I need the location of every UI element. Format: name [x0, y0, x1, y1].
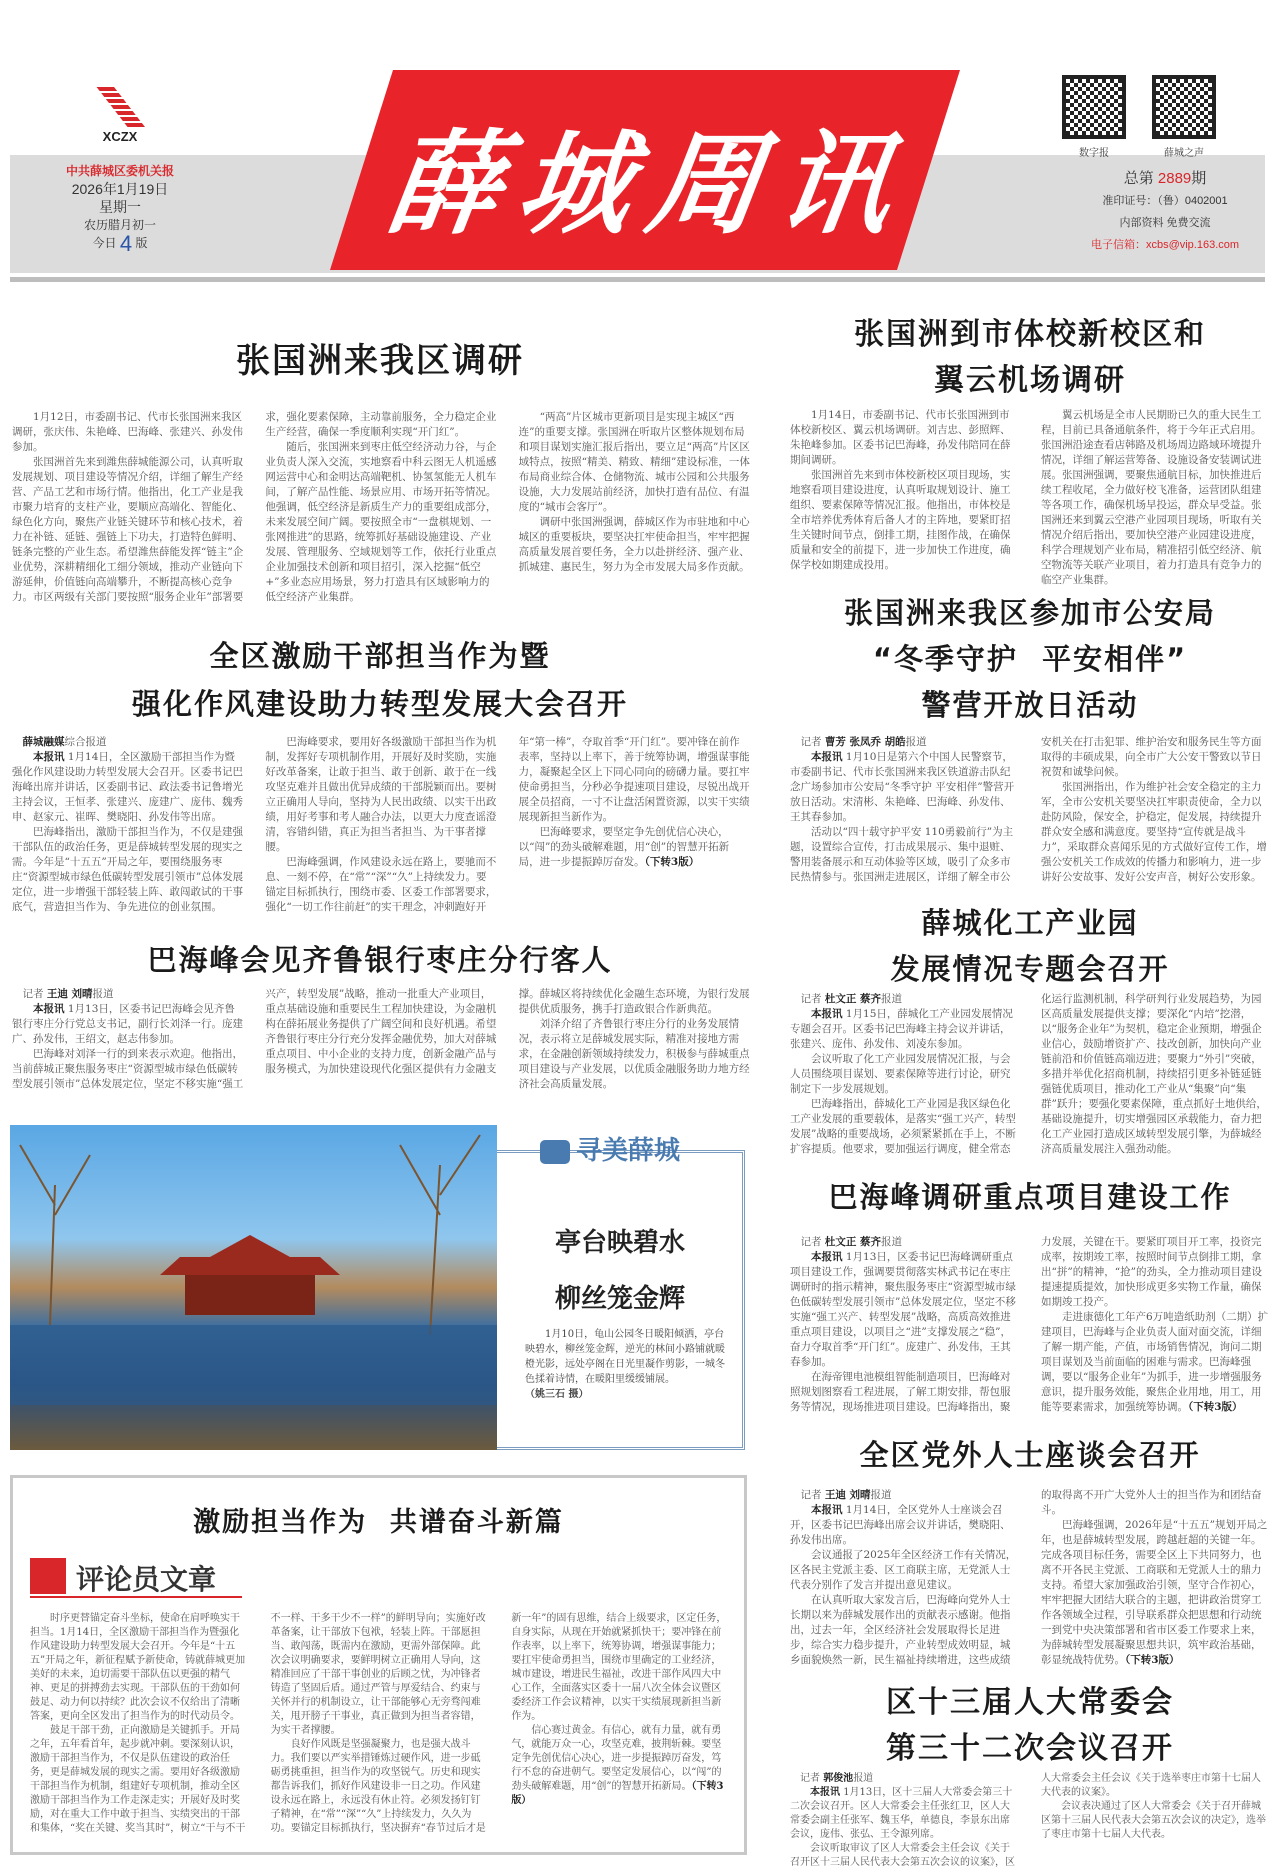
lead-text: 1月13日，区委书记巴海峰调研重点项目建设工作，强调要贯彻落实林武书记在枣庄调研时的指示精神，聚焦服务枣庄“资源型城市绿色低碳转型发展引领市”总体发展定位，坚定不移实施“强工兴产、转型发展”战略，高质高效推进重点项目建设，以项目之“进”支撑发展之“稳”，奋力夺取首季“开门红”。庞建广、孙发伟，王其春参加。 — [790, 1251, 1016, 1368]
byline-names: 杜文正 蔡齐 — [824, 993, 881, 1005]
paragraph: 翼云机场是全市人民期盼已久的重大民生工程，目前已具备通航条件，将于今年正式启用。张国洲沿途查看店韩路及机场周边路域环境提升情况，详细了解运营筹备、设施设备安装调试进展。张国洲强调，要聚焦通航目标，加快推进后续工程收尾，全力做好校飞准备，运营团队组建等各项工作，确保机场早投运，群众早受益。张国洲还来到翼云空港产业园项目现场，听取有关情况介绍后指出，要加快空港产业园建设进度，科学合理规划产业布局，精准招引低空经济、航空物流等关联产业项目，着力打造具有竞争力的临空产业集群。 — [1041, 409, 1262, 586]
tag-part: 薛城 — [628, 1136, 681, 1166]
lead-text: 1月14日，全区激励干部担当作为暨强化作风建设助力转型发展大会召开。区委书记巴海峰出席并讲话，区委副书记、政法委书记鲁增光主持会议，王恒孝、张建兴、庞建广、庞伟、魏秀申、赵家元、崔晖、樊晓阳、孙发伟等出席。 — [12, 751, 243, 823]
newspaper-logo — [85, 85, 155, 144]
article-body — [790, 1235, 1270, 1415]
photo-title-line: 柳丝笼金辉 — [554, 1284, 685, 1314]
article-headline[interactable]: 张国洲来我区调研 — [236, 341, 524, 381]
byline-pre: 记者 — [800, 993, 822, 1005]
byline-post: 报道 — [853, 1773, 874, 1784]
internal-notice: 内部资料 免费交流 — [1119, 217, 1211, 229]
paragraph: 刘泽介绍了齐鲁银行枣庄分行的业务发展情况，表示将立足薛城发展实际，精准对接地方需求，在金融创新领域持续发力，积极参与薛城重点项目建设与产业发展，以优质金融服务助力地方经济社会高质量发展。 — [518, 1018, 750, 1090]
newspaper-title: 薛城周讯 — [379, 119, 918, 250]
lead-label: 本报讯 — [811, 1251, 843, 1263]
tag-part: 寻美 — [576, 1136, 629, 1166]
headline-line: “冬季守护 平安相伴” — [872, 642, 1188, 676]
byline-post: 报道 — [881, 993, 902, 1005]
article-body — [12, 410, 750, 605]
paragraph-text: 信心赛过黄金。有信心，就有力量，就有勇气，就能万众一心，攻坚克难，披荆斩棘。要坚定争先创优信心决心，进一步提振踔厉奋发，笃行不怠的奋进朝气。要坚定发展信心，以“闯”的劲头破解难题，用“创”的智慧开拓新局。 — [511, 1725, 722, 1792]
masthead-rule — [10, 277, 1265, 282]
paragraph: 巴海峰要求，要用好各级激励干部担当作为机制，发挥好专项机制作用，开展好及时奖励，实施好改革备案，让敢于担当、敢于创新、敢于在一线攻坚克难并且做出优异成绩的干部脱颖而出。要树立正确用人导向，坚持为人民出政绩、以实干出政绩，用好考事和考人融合办法，以更大力度查谣澄清，容错纠错，真正为担当者担当、为干事者撑腰。 — [265, 736, 497, 853]
article-headline[interactable] — [790, 1680, 1270, 1772]
byline-post: 报道 — [905, 736, 927, 748]
continued-link[interactable]: （下转3版） — [511, 1781, 724, 1806]
paragraph: 在认真听取大家发言后，巴海峰向党外人士长期以来为薛城发展作出的贡献表示感谢。他指出，过去一年，全区经济社会发展取得长足进步，综合实力稳步提升，产业转型成效明显，城乡面貌焕然一新，民生福祉持续增进，这些成绩的取得离不开广大党外人士的担当作为和团结奋斗。 — [790, 1489, 1262, 1666]
photo-scene — [10, 1125, 497, 1450]
lead-text: 1月13日，区委书记巴海峰会见齐鲁银行枣庄分行党总支书记，副行长刘泽一行。庞建广、孙发伟，王绍文，赵志伟参加。 — [12, 1003, 243, 1045]
commentary-headline[interactable]: 激励担当作为 共谱奋斗新篇 — [193, 1507, 564, 1538]
commentary-body — [30, 1612, 730, 1847]
commentary-tag — [30, 1558, 242, 1598]
today-label: 今日 — [92, 236, 117, 250]
paragraph: 张国洲指出，作为维护社会安全稳定的主力军，全市公安机关要坚决扛牢职责使命，全力以赴防风险，保安全，护稳定，促发展，持续提升群众安全感和满意度。要坚持“宣传就是战斗力”，采取群众喜闻乐见的方式做好宣传工作，增强公安机关工作成效的传播力和影响力，进一步讲好公安故事、发好公安声音，树好公安形象。 — [1041, 781, 1267, 883]
continued-link[interactable]: （下转3版） — [1188, 1401, 1243, 1413]
paragraph — [12, 1002, 243, 1047]
camera-icon — [540, 1140, 570, 1164]
pavilion-top — [210, 1235, 290, 1257]
paragraph — [12, 750, 243, 825]
paragraph — [1041, 1310, 1270, 1415]
photo-caption — [525, 1327, 730, 1402]
page-count — [30, 230, 210, 256]
headline-line: 区十三届人大常委会 — [886, 1685, 1174, 1720]
headline-line: 第三十二次会议召开 — [886, 1731, 1174, 1766]
permit-number: 准印证号：（鲁）0402001 — [1102, 195, 1228, 207]
paragraph — [790, 1503, 1019, 1548]
byline — [790, 1772, 1019, 1786]
headline-line: 张国洲到市体校新校区和 — [854, 317, 1206, 352]
byline-pre: 记者 — [800, 1773, 820, 1784]
qr-code-voice-icon[interactable] — [1152, 75, 1216, 139]
byline-post: 综合报道 — [64, 736, 107, 748]
lake-water — [10, 1325, 497, 1405]
article-body — [790, 735, 1270, 885]
email-link[interactable]: 电子信箱：xcbs@vip.163.com — [1090, 239, 1240, 251]
paragraph-text: 巴海峰要求，要坚定争先创优信心决心，以“闯”的劲头破解难题，用“创”的智慧开拓新局，进一步提振踔厉奋发。 — [518, 826, 730, 868]
pen-nib-icon — [30, 1558, 66, 1594]
logo-mark-icon — [95, 85, 145, 127]
article-headline[interactable]: 巴海峰调研重点项目建设工作 — [828, 1180, 1232, 1214]
paragraph: 张国洲首先来到潍焦薛城能源公司，认真听取发展规划、项目建设等情况介绍，详细了解生产经营、产品工艺和市场行情。他指出，化工产业是我市聚力培育的支柱产业，要顺应高端化、智能化、绿色化方向，聚焦产业链关键环节和核心技术，着力在补链、延链、强链上下功夫，打造特色鲜明、链条完整的产业生态。希望潍焦薛能发挥“链主”企业优势，深耕精细化工细分领域，推动产业链向下游延伸，价值链向高端攀升，不断提高核心竞争力。市区两级有关部门要按照“服务企业年”部署要求，强化要素保障，主动靠前服务，全力稳定企业生产经营，确保一季度顺利实现“开门红”。 — [12, 411, 497, 603]
paragraph: 会议听取审议了区人大常委会主任会议《关于召开区十三届人民代表大会第五次会议的议案》，区人大常委会主任会议《关于选举枣庄市第十七届人大代表的议案》。 — [790, 1773, 1261, 1868]
article-body — [790, 992, 1270, 1157]
paragraph-text: 走进康德化工年产6万吨造纸助剂（二期）扩建项目，巴海峰与企业负责人面对面交流，详细了解一期产能，产值，市场销售情况，询问二期项目谋划及当前面临的困难与需求。巴海峰强调，要以“服务企业年”为抓手，进一步增强服务意识，提升服务效能，聚焦企业用地，用工，用能等要素需求，加强统筹协调。 — [1041, 1311, 1269, 1413]
issue-post: 期 — [1191, 170, 1207, 187]
page-label: 版 — [135, 236, 148, 250]
paragraph: 随后，张国洲来到枣庄低空经济动力谷，与企业负责人深入交流，实地察看中科云图无人机遥感网运营中心和金明达高端靶机、协氢氢能无人机车间，了解产品性能、场景应用、市场开拓等情况。他强调，低空经济是新质生产力的重要组成部分，未来发展空间广阔。要按照全市“一盘棋规划、一张网推进”的思路，统筹抓好基础设施建设、产业发展、管理服务、空域规划等工作，依托行业重点企业加强技术创新和项目招引，深入挖掘“低空+”多业态应用场景，努力打造具有区域影响力的低空经济产业集群。 — [265, 441, 497, 603]
byline — [12, 735, 243, 750]
lead-text: 1月15日，薛城化工产业园发展情况专题会召开。区委书记巴海峰主持会议并讲话，张建兴、庞伟、孙发伟、刘凌东参加。 — [790, 1008, 1013, 1050]
lunar-date: 农历腊月初一 — [83, 218, 156, 232]
paragraph — [790, 1786, 1019, 1842]
paragraph — [790, 1007, 1019, 1052]
continued-link[interactable]: （下转3版） — [1125, 1654, 1180, 1666]
lead-label: 本报讯 — [811, 751, 843, 763]
byline-post: 报道 — [881, 1236, 902, 1248]
article-headline[interactable] — [790, 900, 1270, 992]
byline-name: 薛城融媒 — [22, 736, 65, 748]
article-body — [790, 1772, 1270, 1870]
lead-text: 1月10日是第六个中国人民警察节，市委副书记、代市长张国洲来我区铁道游击队纪念广场参加市公安局“冬季守护 平安相伴”警营开放日活动。宋清彬、朱艳峰、巴海峰、孙发伟、王其春参加。 — [790, 751, 1015, 823]
byline-pre: 记者 — [800, 1489, 822, 1501]
paragraph — [519, 825, 750, 870]
paragraph — [511, 1724, 730, 1808]
paragraph — [790, 750, 1019, 825]
caption-text: 1月10日，龟山公园冬日暖阳倾洒，亭台映碧水，柳丝笼金辉，逆光的林间小路铺就暖橙光影，远处亭阁在日光里凝作剪影，一城冬色揉着诗情，在暖阳里缓缓铺展。 — [525, 1329, 725, 1385]
byline-names: 王迪 刘晴 — [824, 1489, 871, 1501]
byline-pre: 记者 — [22, 988, 44, 1000]
byline-post: 报道 — [92, 988, 114, 1000]
byline-pre: 记者 — [800, 736, 822, 748]
byline-names: 曹芳 张凤乔 胡皓 — [824, 736, 906, 748]
byline-names: 王迪 刘晴 — [46, 988, 93, 1000]
paragraph: 活动以“四十载守护平安 110勇毅前行”为主题，设置综合宣传，打击成果展示、集中退赃、警用装备展示和互动体验等区域，吸引了众多市民热情参与。张国洲走进展区，详细了解全市公安机关在打击犯罪、维护治安和服务民生等方面取得的丰硕成果，向全市广大公安干警致以节日祝贺和诚挚问候。 — [790, 736, 1262, 883]
commentary-tag-label: 评论员文章 — [76, 1563, 217, 1596]
photo-title-line: 亭台映碧水 — [554, 1228, 685, 1258]
paragraph: 会议通报了2025年全区经济工作有关情况，区各民主党派主委、区工商联主席，无党派人士代表分别作了发言并提出意见建议。 — [790, 1549, 1017, 1591]
byline — [790, 992, 1019, 1007]
byline-post: 报道 — [870, 1489, 892, 1501]
headline-line: 强化作风建设助力转型发展大会召开 — [131, 687, 628, 721]
paragraph: 巴海峰对刘泽一行的到来表示欢迎。他指出，当前薛城正聚焦服务枣庄“资源型城市绿色低碳转型发展引领市”总体发展定位，坚定不移实施“强工兴产，转型发展”战略，推动一批重大产业项目，重点基础设施和重要民生工程加快建设，为金融机构在薛拓展业务提供了广阔空间和良好机遇。希望齐鲁银行枣庄分行充分发挥金融优势，加大对薛城重点项目、中小企业的支持力度，创新金融产品与服务模式，为加快建设现代化强区提供有力金融支撑。薛城区将持续优化金融生态环境，为银行发展提供优质服务，携手打造政银合作新典范。 — [12, 988, 750, 1090]
article-body — [790, 1488, 1270, 1668]
byline-names: 郭俊池 — [823, 1773, 854, 1784]
byline — [790, 735, 1019, 750]
paragraph — [1041, 1518, 1270, 1668]
qr1-label: 数字报 — [1079, 148, 1109, 159]
headline-line: 警营开放日活动 — [921, 688, 1139, 722]
paragraph: 1月12日，市委副书记、代市长张国洲来我区调研，张庆伟、朱艳峰、巴海峰、张建兴、孙发伟参加。 — [12, 411, 243, 453]
headline-line: 翼云机场调研 — [934, 363, 1126, 398]
lead-label: 本报讯 — [33, 1003, 65, 1015]
qr2-label: 薛城之声 — [1164, 148, 1204, 159]
paragraph: 1月14日，市委副书记、代市长张国洲到市体校新校区、翼云机场调研。刘吉忠、彭照辉、朱艳峰参加。区委书记巴海峰，孙发伟陪同在薛期间调研。 — [790, 409, 1011, 466]
pavilion-body — [185, 1275, 315, 1315]
issue-date: 2026年1月19日 — [71, 181, 169, 197]
article-headline[interactable]: 全区党外人士座谈会召开 — [859, 1438, 1201, 1472]
article-headline[interactable] — [10, 632, 750, 728]
byline-names: 杜文正 蔡齐 — [824, 1236, 881, 1248]
article-body — [12, 735, 750, 915]
paragraph: 在海帝锂电池模组智能制造项目，巴海峰对照规划图察看工程进展，了解工期安排，帮包服务等情况，现场推进项目建设。巴海峰指出，聚力发展，关键在干。要紧盯项目开工率，投资完成率，按期竣工率，按照时间节点倒排工期，拿出“拼”的精神，“抢”的劲头，全力推动项目建设提速提质提效，加快形成更多实物工作量，确保如期竣工投产。 — [790, 1236, 1262, 1413]
article-body — [12, 987, 750, 1092]
lead-label: 本报讯 — [811, 1504, 843, 1516]
lead-label: 本报讯 — [810, 1787, 840, 1798]
paragraph: 巴海峰指出，薛城化工产业园是我区绿色化工产业发展的重要载体，是落实“强工兴产，转型发展”战略的重要战场，必须紧紧抓在手上，不断扩容提质。他要求，要加强运行调度，健全常态化运行监测机制，科学研判行业发展趋势，为园区高质量发展提供支撑；要深化“内培”挖潜，以“服务企业年”为契机，稳定企业预期，增强企业信心，鼓励增资扩产、技改创新，加快向产业链前沿和价值链高端迈进；要聚力“外引”突破，多措并举优化招商机制，持续招引更多补链延链强链优质项目，推动化工产业从“集聚”向“集群”跃升；要强化要素保障，重点抓好土地供给，基础设施提升，切实增强园区承载能力，奋力把化工产业园打造成区域转型发展引擎，为薛城经济高质量发展注入强劲动能。 — [790, 993, 1267, 1155]
article-headline[interactable]: 巴海峰会见齐鲁银行枣庄分行客人 — [147, 943, 613, 977]
page-count-number: 4 — [119, 230, 133, 256]
headline-line: 张国洲来我区参加市公安局 — [843, 596, 1216, 630]
byline — [790, 1235, 1019, 1250]
park-pavilion-photo[interactable] — [10, 1125, 497, 1450]
article-headline[interactable] — [790, 590, 1270, 728]
continued-link[interactable]: （下转3版） — [644, 856, 700, 868]
issue-pre: 总第 — [1123, 170, 1154, 187]
paragraph: 会议听取了化工产业园发展情况汇报，与会人员围绕项目谋划、要素保障等进行讨论，研究制定下一步发展规划。 — [790, 1053, 1011, 1095]
paragraph: “两高”片区城市更新项目是实现主城区“西连”的重要支撑。张国洲在听取片区整体规划布局和项目谋划实施汇报后指出，要立足“两高”片区区域特点，按照“精美、精致、精细”建设标准，一体布局商业综合体、仓储物流、城市公园和公共服务设施，大力发展站前经济，加快打造有品位、有温度的“城市会客厅”。 — [518, 411, 750, 513]
headline-line: 发展情况专题会召开 — [890, 952, 1170, 986]
paragraph: 调研中张国洲强调，薛城区作为市驻地和中心城区的重要板块，要坚决扛牢使命担当，牢牢把握高质量发展首要任务，全力以赴拼经济、强产业、抓城建、惠民生，努力为全市发展大局多作贡献。 — [518, 516, 750, 573]
edition-info — [30, 162, 210, 256]
paragraph-text: 巴海峰强调，2026年是“十五五”规划开局之年，也是薛城转型发展，跨越赶超的关键一年。完成各项目标任务，需要全区上下共同努力，也离不开各民主党派、工商联和无党派人士的鼎力支持。希望大家加强政治引领，坚守合作初心，牢牢把握大团结大联合的主题，把讲政治贯穿工作各领域全过程，引导联系群众把思想和行动统一到党中央决策部署和省市区委工作要求上来，为薛城转型发展凝聚思想共识，筑牢政治基础，彰显统战特优势。 — [1041, 1519, 1268, 1666]
paragraph: 时序更替锚定奋斗坐标，使命在肩呼唤实干担当。1月14日，全区激励干部担当作为暨强化作风建设助力转型发展大会召开。今年是“十五五”开局之年，新征程赋予新使命，铸就薛城更加美好的未来，迫切需要干部队伍以更强的精气神、更足的拼搏劲去实现。干部队伍的干劲如何鼓足、动力何以持续？此次会议不仅给出了清晰答案，更向全区发出了担当作为的时代动员令。 — [30, 1613, 246, 1722]
byline-pre: 记者 — [800, 1236, 822, 1248]
article-headline[interactable] — [790, 312, 1270, 404]
paragraph: 巴海峰强调，作风建设永远在路上，要驰而不息、一刻不停，在“常”“深”“久”上持续发力。要锚定目标抓执行，围绕市委、区委工作部署要求，强化“一切工作往前赶”的实干理念，冲刺跑好开年“第一棒”，夺取首季“开门红”。要冲锋在前作表率，坚持以上率下，善于统筹协调，增强谋事能力，凝聚起全区上下同心同向的磅礴力量。要扛牢使命勇担当，分秒必争提速项目建设，尽锐出战开展全员招商，一寸不让盘活闲置资源，以实干实绩展现新担当新作为。 — [265, 736, 750, 913]
article-body — [790, 408, 1270, 588]
lead-label: 本报讯 — [33, 751, 65, 763]
pavilion-roof — [160, 1257, 340, 1275]
organ-label: 中共薛城区委机关报 — [65, 164, 174, 178]
paragraph: 鼓足干部干劲，正向激励是关键抓手。开局之年，五年看首年，起步就冲刺。要深刻认识，激励干部担当作为，不仅是队伍建设的政治任务，更是薛城发展的现实之需。要用好各级激励干部担当作为机制，组建好专项机制，推动全区激励干部担当作为工作走深走实；开展好及时奖励，对在重大工作中敢于担当、实绩突出的干部和集体，“奖在关键、奖当其时”，树立“干与不干不一样、干多干少不一样”的鲜明导向；实施好改革备案，让干部放下包袱，轻装上阵。干部愿担当、敢闯荡，既需内在激励，更需外部保障。此次会议明确要求，要鲜明树立正确用人导向，这精准回应了干部干事创业的后顾之忧，为冲锋者铸造了坚固后盾。通过严管与厚爱结合、约束与关怀并行的机制设立，让干部能够心无旁骛闯难关，甩开膀子干事业，真正做到为担当者容错，为实干者撑腰。 — [30, 1613, 486, 1834]
lead-label: 本报讯 — [811, 1008, 843, 1020]
qr-code-digital-icon[interactable] — [1062, 75, 1126, 139]
headline-line: 全区激励干部担当作为暨 — [209, 639, 551, 673]
paragraph — [790, 1250, 1019, 1370]
weekday: 星期一 — [99, 199, 141, 215]
paragraph: 张国洲首先来到市体校新校区项目现场，实地察看项目建设进度，认真听取规划设计、施工组织、要素保障等情况汇报。他指出，市体校是全市培养优秀体育后备人才的主阵地，要紧盯招生关键时间节点，倒排工期，挂图作战，在确保质量和安全的前提下，进一步加快工作进度，确保学校如期建成投用。 — [790, 469, 1011, 571]
paragraph: 巴海峰指出，激励干部担当作为，不仅是建强干部队伍的政治任务，更是薛城转型发展的现实之需。今年是“十五五”开局之年，要围绕服务枣庄“资源型城市绿色低碳转型发展引领市”总体发展定位，进一步增强干部轻装上阵、敢闯敢试的干事底气，营造担当作为、争先进位的创业氛围。 — [12, 826, 244, 913]
issue-number — [1060, 168, 1270, 190]
lead-text: 1月14日，全区党外人士座谈会召开，区委书记巴海峰出席会议并讲话，樊晓阳、孙发伟出席。 — [790, 1504, 1011, 1546]
photo-column-tag — [540, 1130, 680, 1167]
photo-title — [520, 1215, 720, 1327]
logo-text: XCZX — [102, 129, 138, 144]
byline — [790, 1488, 1019, 1503]
paragraph: 会议表决通过了区人大常委会《关于召开薛城区第十三届人民代表大会第五次会议的决定》，选举了枣庄市第十七届人大代表。 — [1041, 1801, 1266, 1840]
issue-no: 2889 — [1157, 170, 1192, 187]
byline — [12, 987, 243, 1002]
headline-line: 薛城化工产业园 — [921, 906, 1139, 940]
publication-info — [1060, 168, 1270, 256]
lead-text: 1月13日，区十三届人大常委会第三十二次会议召开。区人大常委会主任张红卫，区人大常委会副主任张军、魏玉华，单德良，李景东出席会议，庞伟、张弘、王令源列席。 — [790, 1787, 1013, 1840]
photo-credit: （姚三石 摄） — [525, 1389, 589, 1400]
paragraph: 良好作风既是坚强凝聚力，也是强大战斗力。我们要以严实举措锤炼过硬作风，进一步砥砺勇挑重担，担当作为的攻坚锐气。历史和现实都告诉我们，抓好作风建设非一日之功。作风建设永远在路上，永远没有休止符。必须发扬钉钉子精神，在“常”“深”“久”上持续发力，久久为功。要锚定目标抓执行，坚决摒弃“春节过后才是新一年”的固有思维，结合上级要求，区定任务，自身实际，从现在开始就紧抓快干；要冲锋在前作表率，以上率下，统筹协调，增强谋事能力；要扛牢使命勇担当，围绕市里确定的工业经济，城市建设，增进民生福祉，改进干部作风四大中心工作，全面落实区委十一届八次全体会议暨区委经济工作会议精神，以实干实绩展现新担当新作为。 — [270, 1613, 727, 1834]
